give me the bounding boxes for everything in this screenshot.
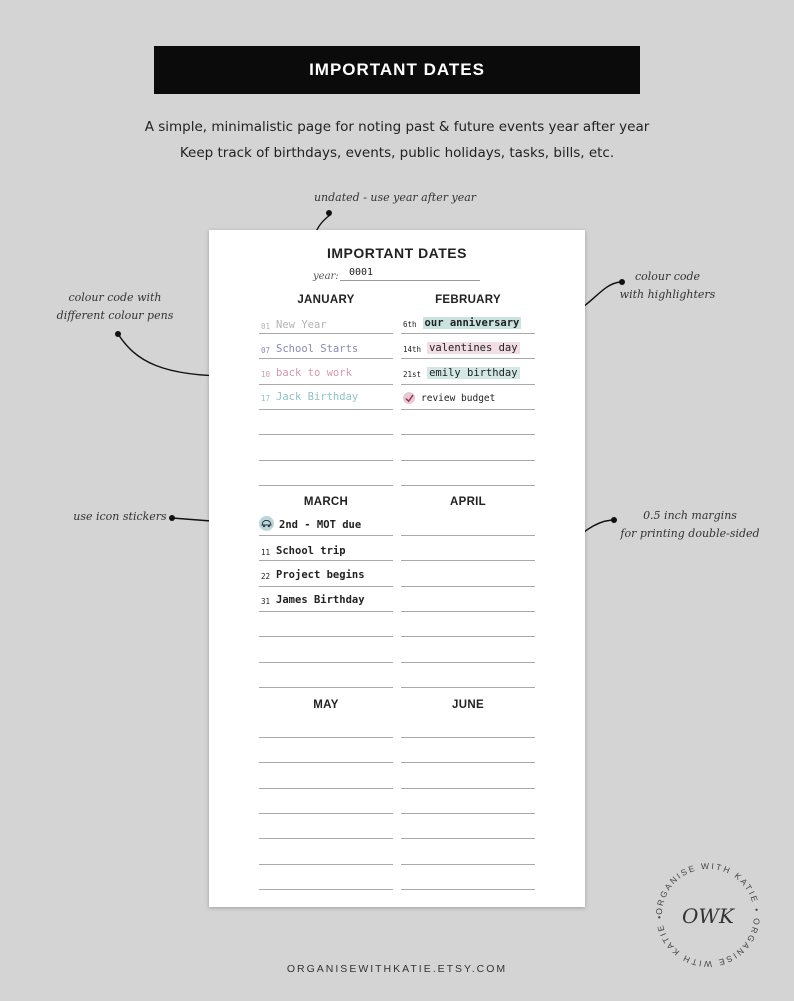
month-june: JUNE (452, 699, 484, 711)
march-entry-3 (261, 565, 365, 581)
subtitle-line-1: A simple, minimalistic page for noting past & future events year after year (144, 119, 650, 135)
watermark-stamp (648, 855, 768, 975)
writing-line (259, 864, 393, 865)
writing-line (259, 889, 393, 890)
february-entry-1 (403, 313, 521, 329)
january-entry-2 (261, 339, 358, 355)
writing-line (401, 560, 535, 561)
entry-day: 22 (261, 572, 271, 581)
year-value: 0001 (349, 267, 374, 278)
february-entry-3 (403, 363, 520, 379)
month-march: MARCH (303, 496, 349, 508)
page-title: IMPORTANT DATES (327, 245, 467, 261)
writing-line (259, 409, 393, 410)
writing-line (401, 838, 535, 839)
entry-text: back to work (276, 367, 352, 379)
entry-day: 17 (261, 394, 271, 403)
entry-text: Project begins (276, 569, 365, 581)
entry-day: 01 (261, 322, 271, 331)
writing-line (259, 460, 393, 461)
annotation-colour-pens-line-1: colour code with (68, 291, 162, 304)
month-february: FEBRUARY (435, 294, 501, 306)
writing-line (401, 333, 535, 334)
month-january: JANUARY (297, 294, 355, 306)
month-may: MAY (313, 699, 339, 711)
writing-line (259, 813, 393, 814)
entry-text: valentines day (429, 342, 518, 354)
watermark-ring-text: ORGANISE WITH KATIE • ORGANISE WITH KATIE • (653, 860, 763, 970)
entry-day: 07 (261, 346, 271, 355)
banner-title: IMPORTANT DATES (154, 46, 640, 94)
entry-text: 2nd - MOT due (279, 519, 362, 531)
entry-text: Jack Birthday (276, 391, 359, 403)
subtitle-line-2: Keep track of birthdays, events, public holidays, tasks, bills, etc. (179, 145, 615, 161)
writing-line (401, 485, 535, 486)
writing-line (259, 662, 393, 663)
writing-line (259, 687, 393, 688)
writing-line (259, 535, 393, 536)
writing-line (259, 737, 393, 738)
writing-line (401, 662, 535, 663)
entry-text: James Birthday (276, 594, 365, 606)
writing-line (401, 434, 535, 435)
annotation-highlighters-line-1: colour code (634, 270, 701, 283)
planner-page (209, 230, 585, 907)
entry-text: New Year (276, 319, 327, 331)
entry-day: 10 (261, 370, 271, 379)
entry-text: our anniversary (424, 317, 520, 329)
writing-line (401, 611, 535, 612)
car-icon (259, 516, 274, 531)
writing-line (259, 762, 393, 763)
march-entry-2 (261, 541, 346, 557)
writing-line (401, 358, 535, 359)
checkmark-icon (403, 392, 415, 404)
annotation-highlighters-line-2: with highlighters (619, 288, 716, 301)
writing-line (259, 358, 393, 359)
year-label: year: (313, 271, 339, 282)
footer-url: ORGANISEWITHKATIE.ETSY.COM (286, 963, 508, 975)
annotation-stickers: use icon stickers (73, 510, 167, 523)
entry-day: 21st (403, 370, 422, 379)
january-entry-1 (261, 315, 327, 331)
writing-line (401, 636, 535, 637)
entry-text: School trip (276, 545, 346, 557)
writing-line (401, 889, 535, 890)
annotation-undated: undated - use year after year (313, 191, 477, 204)
writing-line (259, 838, 393, 839)
writing-line (259, 636, 393, 637)
writing-line (259, 384, 393, 385)
february-entry-4 (403, 388, 495, 404)
entry-text: review budget (421, 393, 496, 404)
march-entry-1 (259, 515, 361, 531)
writing-line (401, 762, 535, 763)
annotation-margins-line-2: for printing double-sided (620, 527, 760, 540)
writing-line (259, 611, 393, 612)
writing-line (259, 788, 393, 789)
writing-line (259, 586, 393, 587)
watermark-monogram: OWK (682, 904, 734, 928)
annotation-colour-pens-line-2: different colour pens (56, 309, 174, 322)
entry-day: 31 (261, 597, 271, 606)
january-entry-3 (261, 363, 352, 379)
annotation-margins-line-1: 0.5 inch margins (643, 509, 737, 522)
writing-line (259, 560, 393, 561)
writing-line (401, 586, 535, 587)
writing-line (259, 434, 393, 435)
month-april: APRIL (450, 496, 486, 508)
writing-line (259, 333, 393, 334)
writing-line (401, 687, 535, 688)
writing-line (401, 409, 535, 410)
entry-text: emily birthday (429, 367, 518, 379)
entry-day: 6th (403, 320, 417, 329)
year-line (340, 280, 480, 281)
entry-text: School Starts (276, 343, 359, 355)
writing-line (401, 864, 535, 865)
march-entry-4 (261, 590, 365, 606)
writing-line (401, 460, 535, 461)
entry-day: 11 (261, 548, 271, 557)
writing-line (401, 788, 535, 789)
writing-line (259, 485, 393, 486)
january-entry-4 (261, 387, 358, 403)
february-entry-2 (403, 338, 520, 354)
writing-line (401, 535, 535, 536)
writing-line (401, 384, 535, 385)
writing-line (401, 737, 535, 738)
entry-day: 14th (403, 345, 422, 354)
writing-line (401, 813, 535, 814)
